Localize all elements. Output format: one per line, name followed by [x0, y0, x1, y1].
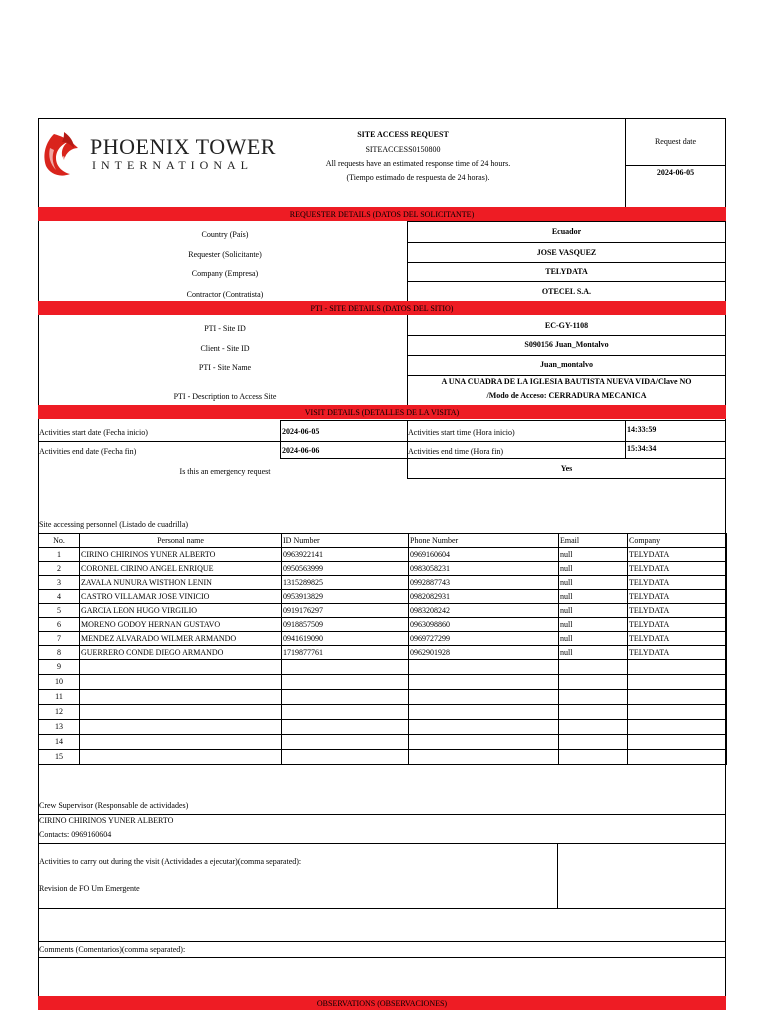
cell-company: TELYDATA: [628, 562, 727, 576]
personnel-table: [38, 533, 727, 765]
logo-line2: INTERNATIONAL: [92, 158, 253, 172]
cell-id-number: 1719877761: [282, 646, 409, 660]
cell-id-number: 0919176297: [282, 604, 409, 618]
cell-phone-number: 0963098860: [409, 618, 559, 632]
cell-id-number: 0918857509: [282, 618, 409, 632]
company-value: TELYDATA: [545, 267, 588, 276]
cell-email: null: [559, 576, 628, 590]
cell-phone-number: [409, 720, 559, 735]
start-date-label: Activities start date (Fecha inicio): [39, 428, 148, 437]
observations-band: [38, 996, 726, 1010]
cell-email: [559, 720, 628, 735]
start-date-value: 2024-06-05: [282, 427, 320, 436]
table-row: [39, 675, 727, 690]
access-description-label: PTI - Description to Access Site: [173, 392, 277, 401]
cell-email: [559, 690, 628, 705]
table-row: [39, 548, 727, 562]
response-note-es: (Tiempo estimado de respuesta de 24 horas).: [346, 173, 490, 182]
cell-personal-name: [80, 690, 282, 705]
cell-phone-number: 0992887743: [409, 576, 559, 590]
cell-no: 7: [39, 632, 80, 646]
comments-label: Comments (Comentarios)(comma separated):: [39, 945, 186, 954]
crew-supervisor-contacts: Contacts: 0969160604: [39, 830, 112, 839]
emergency-label: Is this an emergency request: [179, 467, 271, 476]
cell-personal-name: MENDEZ ALVARADO WILMER ARMANDO: [80, 632, 282, 646]
cell-company: TELYDATA: [628, 646, 727, 660]
table-row: [39, 720, 727, 735]
cell-id-number: 0953913829: [282, 590, 409, 604]
access-description-line1: A UNA CUADRA DE LA IGLESIA BAUTISTA NUEVA VIDA/Clave NO: [441, 377, 692, 386]
visit-band-title: VISIT DETAILS (DETALLES DE LA VISITA): [304, 408, 460, 417]
cell-id-number: 1315289825: [282, 576, 409, 590]
table-row: [39, 660, 727, 675]
site-name-label: PTI - Site Name: [198, 363, 252, 372]
client-id-value: S090156 Juan_Montalvo: [524, 340, 609, 349]
cell-email: null: [559, 618, 628, 632]
table-row: [39, 562, 727, 576]
cell-company: [628, 705, 727, 720]
table-row: [39, 576, 727, 590]
table-row: [39, 735, 727, 750]
cell-company: TELYDATA: [628, 604, 727, 618]
cell-no: 6: [39, 618, 80, 632]
cell-id-number: [282, 720, 409, 735]
cell-no: 1: [39, 548, 80, 562]
cell-personal-name: GUERRERO CONDE DIEGO ARMANDO: [80, 646, 282, 660]
request-date-value: 2024-06-05: [656, 168, 695, 177]
crew-supervisor-name: CIRINO CHIRINOS YUNER ALBERTO: [39, 816, 174, 825]
cell-id-number: [282, 690, 409, 705]
country-value: Ecuador: [551, 227, 582, 236]
country-label: Country (País): [201, 230, 249, 239]
col-email-header: Email: [559, 534, 628, 548]
cell-phone-number: [409, 705, 559, 720]
company-label: Company (Empresa): [191, 269, 259, 278]
cell-no: 11: [39, 690, 80, 705]
cell-personal-name: [80, 720, 282, 735]
requester-label: Requester (Solicitante): [188, 250, 262, 259]
cell-phone-number: [409, 690, 559, 705]
cell-email: [559, 675, 628, 690]
site-id-value: EC-GY-1108: [544, 321, 589, 330]
cell-phone-number: 0969160604: [409, 548, 559, 562]
cell-no: 3: [39, 576, 80, 590]
table-row: [39, 646, 727, 660]
cell-id-number: [282, 675, 409, 690]
request-date-label: Request date: [654, 137, 697, 146]
cell-id-number: [282, 750, 409, 765]
cell-no: 12: [39, 705, 80, 720]
end-time-value: 15:34:34: [627, 444, 657, 453]
cell-id-number: 0950563999: [282, 562, 409, 576]
cell-personal-name: [80, 660, 282, 675]
cell-no: 10: [39, 675, 80, 690]
request-code: SITEACCESS0150800: [365, 145, 441, 154]
cell-company: [628, 675, 727, 690]
cell-no: 15: [39, 750, 80, 765]
cell-personal-name: [80, 750, 282, 765]
table-row: [39, 705, 727, 720]
col-no-header: No.: [39, 534, 80, 548]
site-details-band: [38, 301, 726, 315]
cell-personal-name: CORONEL CIRINO ANGEL ENRIQUE: [80, 562, 282, 576]
cell-phone-number: [409, 750, 559, 765]
company-logo: [40, 128, 276, 182]
cell-company: TELYDATA: [628, 548, 727, 562]
cell-id-number: 0963922141: [282, 548, 409, 562]
activities-value: Revision de FO Um Emergente: [39, 884, 140, 893]
cell-personal-name: GARCIA LEON HUGO VIRGILIO: [80, 604, 282, 618]
cell-email: null: [559, 604, 628, 618]
logo-line1: PHOENIX TOWER: [90, 134, 276, 159]
cell-company: TELYDATA: [628, 632, 727, 646]
cell-phone-number: 0962901928: [409, 646, 559, 660]
access-description-line2: /Modo de Acceso: CERRADURA MECANICA: [486, 391, 647, 400]
cell-email: [559, 705, 628, 720]
cell-personal-name: MORENO GODOY HERNAN GUSTAVO: [80, 618, 282, 632]
cell-id-number: 0941619090: [282, 632, 409, 646]
response-note-en: All requests have an estimated response time of 24 hours.: [325, 159, 511, 168]
cell-no: 13: [39, 720, 80, 735]
cell-phone-number: [409, 735, 559, 750]
crew-supervisor-label: Crew Supervisor (Responsable de actividades): [39, 801, 189, 810]
cell-id-number: [282, 735, 409, 750]
site-band-title: PTI - SITE DETAILS (DATOS DEL SITIO): [310, 304, 454, 313]
cell-phone-number: [409, 675, 559, 690]
cell-company: [628, 750, 727, 765]
cell-no: 4: [39, 590, 80, 604]
cell-no: 2: [39, 562, 80, 576]
cell-no: 14: [39, 735, 80, 750]
cell-id-number: [282, 705, 409, 720]
cell-phone-number: 0982082931: [409, 590, 559, 604]
requester-details-band: [38, 207, 726, 221]
cell-email: null: [559, 548, 628, 562]
cell-company: [628, 660, 727, 675]
contractor-label: Contractor (Contratista): [186, 290, 264, 299]
cell-personal-name: [80, 735, 282, 750]
cell-company: TELYDATA: [628, 618, 727, 632]
start-time-value: 14:33:59: [627, 425, 657, 434]
cell-phone-number: 0983208242: [409, 604, 559, 618]
cell-no: 5: [39, 604, 80, 618]
table-header-row: [39, 534, 727, 548]
table-row: [39, 632, 727, 646]
cell-company: [628, 690, 727, 705]
table-row: [39, 690, 727, 705]
end-date-value: 2024-06-06: [282, 446, 320, 455]
cell-company: [628, 720, 727, 735]
form-title: SITE ACCESS REQUEST: [357, 130, 449, 139]
cell-email: null: [559, 646, 628, 660]
cell-no: 8: [39, 646, 80, 660]
table-row: [39, 604, 727, 618]
cell-phone-number: [409, 660, 559, 675]
cell-personal-name: CIRINO CHIRINOS YUNER ALBERTO: [80, 548, 282, 562]
activities-label: Activities to carry out during the visit (Actividades a ejecutar)(comma separated):: [39, 857, 302, 866]
observations-band-title: OBSERVATIONS (OBSERVACIONES): [316, 999, 448, 1008]
client-id-label: Client - Site ID: [200, 344, 250, 353]
phoenix-logo-icon: [40, 128, 82, 180]
col-personal-name-header: Personal name: [80, 534, 282, 548]
cell-company: TELYDATA: [628, 576, 727, 590]
col-company-header: Company: [628, 534, 727, 548]
cell-phone-number: 0969727299: [409, 632, 559, 646]
cell-email: null: [559, 632, 628, 646]
cell-personal-name: ZAVALA NUNURA WISTHON LENIN: [80, 576, 282, 590]
col-id-number-header: ID Number: [282, 534, 409, 548]
end-date-label: Activities end date (Fecha fin): [39, 447, 137, 456]
col-phone-number-header: Phone Number: [409, 534, 559, 548]
cell-no: 9: [39, 660, 80, 675]
cell-email: [559, 735, 628, 750]
table-row: [39, 618, 727, 632]
cell-phone-number: 0983058231: [409, 562, 559, 576]
cell-email: [559, 750, 628, 765]
end-time-label: Activities end time (Hora fin): [408, 447, 504, 456]
cell-personal-name: [80, 675, 282, 690]
site-id-label: PTI - Site ID: [204, 324, 246, 333]
cell-id-number: [282, 660, 409, 675]
table-row: [39, 590, 727, 604]
emergency-value: Yes: [560, 464, 573, 473]
visit-details-band: [38, 405, 726, 419]
start-time-label: Activities start time (Hora inicio): [408, 428, 515, 437]
requester-band-title: REQUESTER DETAILS (DATOS DEL SOLICITANTE): [289, 210, 475, 219]
cell-personal-name: [80, 705, 282, 720]
cell-company: TELYDATA: [628, 590, 727, 604]
cell-email: null: [559, 562, 628, 576]
cell-company: [628, 735, 727, 750]
table-row: [39, 750, 727, 765]
personnel-caption: Site accessing personnel (Listado de cuadrilla): [39, 520, 189, 529]
cell-personal-name: CASTRO VILLAMAR JOSE VINICIO: [80, 590, 282, 604]
site-name-value: Juan_montalvo: [540, 360, 593, 369]
contractor-value: OTECEL S.A.: [541, 287, 592, 296]
requester-value: JOSE VASQUEZ: [536, 248, 597, 257]
cell-email: [559, 660, 628, 675]
cell-email: null: [559, 590, 628, 604]
